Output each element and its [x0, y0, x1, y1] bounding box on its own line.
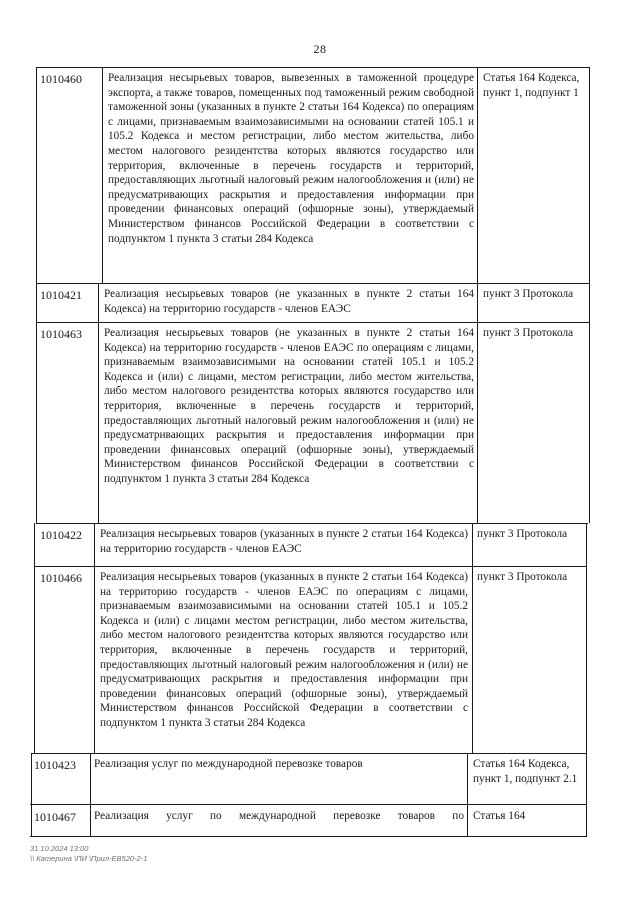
row-reference: пункт 3 Протокола: [477, 571, 568, 583]
row-divider: [30, 804, 586, 805]
column-divider: [586, 523, 587, 837]
column-divider: [589, 67, 590, 523]
table-row: [36, 284, 590, 321]
row-divider: [36, 67, 590, 68]
row-code: 1010421: [40, 288, 82, 302]
file-stamp-path: \\ Катерина \ПИ \Прил-ЕВ520-2-1: [30, 854, 148, 863]
column-divider: [90, 753, 91, 837]
column-divider: [472, 523, 473, 753]
column-divider: [477, 67, 478, 523]
file-stamp-date: 31.10.2024 13:00: [30, 844, 89, 853]
row-description: Реализация услуг по международной перевозке товаров: [94, 758, 363, 770]
row-description: Реализация несырьевых товаров, вывезенных в таможенной процедуре экспорта, а также товаров, помещенных под таможенный режим свободной таможенной зоны (указанных в пункте 2 статьи 164 Кодекса) по операциям с лицами, признаваемым взаимозависимыми на основании статей 105.1 и 105.2 Кодекса и местом регистрации, либо местом жительства, либо местом налогового резидентства которых являются государство или территория, включенные в перечень государств и территорий, предоставляющих льготный налоговый режим налогообложения и (или) не предусматривающих раскрытия и предоставления информации при проведении финансовых операций (офшорные зоны), утверждаемый Министерством финансов Российской Федерации в соответствии с подпунктом 1 пункта 3 статьи 284 Кодекса: [108, 72, 474, 245]
column-divider: [94, 523, 95, 753]
row-description: Реализация несырьевых товаров (не указанных в пункте 2 статьи 164 Кодекса) на территорию государств - членов ЕАЭС: [104, 288, 474, 315]
row-divider: [36, 523, 588, 524]
row-reference: пункт 3 Протокола: [483, 327, 574, 339]
row-description: Реализация несырьевых товаров (не указанных в пункте 2 статьи 164 Кодекса) на территорию государств - членов ЕАЭС по операциям с лицами, признаваемым взаимозависимыми на основании статей 105.1 и 105.2 Кодекса и (или) с лицами, местом регистрации, либо местом жительства, либо местом налогового резидентства которых являются государство или территория, включенные в перечень государств и территорий, предоставляющих льготный налоговый режим налогообложения и (или) не предусматривающих раскрытия и предоставления информации при проведении финансовых операций (офшорные зоны), утверждаемый Министерством финансов Российской Федерации в соответствии с подпунктом 1 пункта 3 статьи 284 Кодекса: [104, 327, 474, 485]
page-number: 28: [313, 42, 327, 56]
table-row: [36, 323, 590, 523]
row-description: Реализация несырьевых товаров (указанных в пункте 2 статьи 164 Кодекса) на территорию государств - членов ЕАЭС по операциям с лицами, признаваемым взаимозависимыми на основании статей 105.1 и 105.2 Кодекса и (или) с лицами местом регистрации, либо местом жительства, либо местом налогового резидентства которых являются государство или территория, включенные в перечень государств и территорий, предоставляющих льготный налоговый режим налогообложения и (или) не предусматривающих раскрытия и предоставления информации при проведении финансовых операций (офшорные зоны), утверждаемый Министерством финансов Российской Федерации в соответствии с подпунктом 1 пункта 3 статьи 284 Кодекса: [100, 571, 468, 729]
table-row: [36, 68, 590, 282]
table-row: [30, 754, 586, 802]
row-reference: Статья 164 Кодекса, пункт 1, подпункт 1: [483, 72, 580, 99]
row-divider: [34, 566, 586, 567]
row-reference: Статья 164: [473, 810, 526, 822]
row-code: 1010422: [40, 528, 82, 542]
column-divider: [467, 753, 468, 837]
column-divider: [36, 67, 37, 523]
row-divider: [36, 322, 590, 323]
row-reference: пункт 3 Протокола: [483, 288, 574, 300]
table-row: [36, 524, 586, 565]
column-divider: [98, 283, 99, 523]
row-reference: Статья 164 Кодекса, пункт 1, подпункт 2.1: [473, 758, 578, 785]
row-reference: пункт 3 Протокола: [477, 528, 568, 540]
column-divider: [102, 67, 103, 283]
row-description: Реализация услуг по международной перевозке товаров по: [94, 810, 464, 822]
row-divider: [32, 753, 586, 754]
row-code: 1010460: [40, 72, 82, 86]
row-code: 1010423: [34, 758, 76, 772]
row-divider: [36, 283, 590, 284]
row-code: 1010467: [34, 810, 76, 824]
table-row: [36, 567, 586, 752]
row-description: Реализация несырьевых товаров (указанных в пункте 2 статьи 164 Кодекса) на территорию государств - членов ЕАЭС: [100, 528, 468, 555]
column-divider: [34, 523, 35, 753]
row-code: 1010463: [40, 327, 82, 341]
row-code: 1010466: [40, 571, 82, 585]
row-divider: [30, 836, 586, 837]
column-divider: [31, 753, 32, 837]
table-row: [30, 806, 586, 836]
file-stamp: [30, 844, 147, 864]
